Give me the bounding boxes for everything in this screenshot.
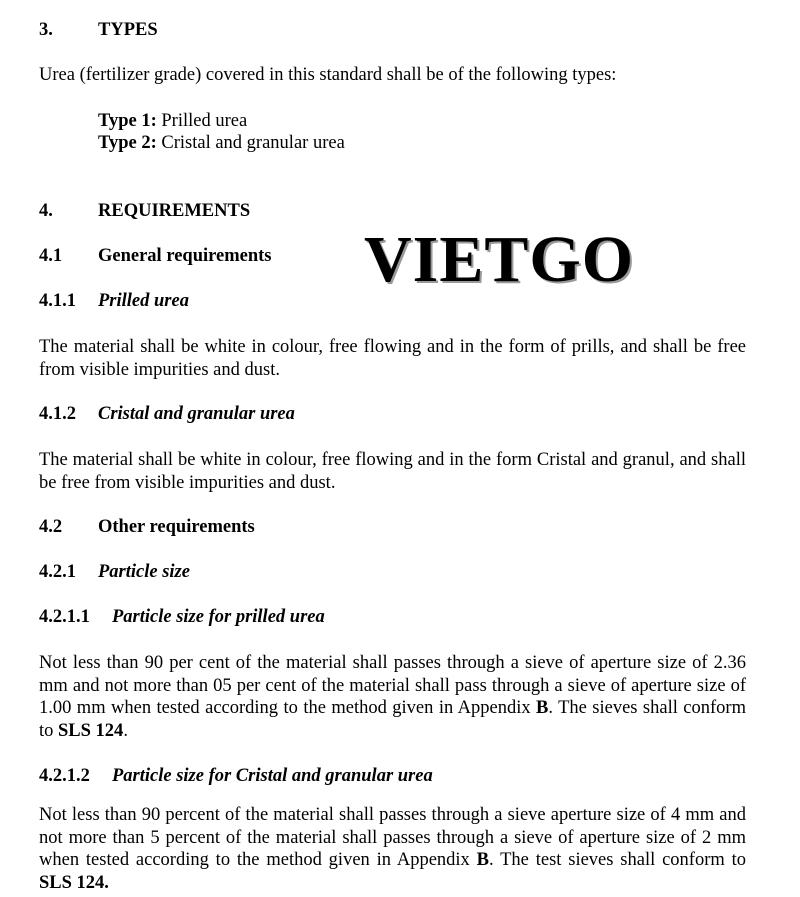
section-title: Particle size for prilled urea: [112, 607, 325, 627]
types-intro: Urea (fertilizer grade) covered in this standard shall be of the following types:: [39, 65, 617, 85]
section-title: Particle size: [98, 562, 190, 582]
section-title: Particle size for Cristal and granular urea: [112, 766, 433, 786]
section-number: 3.: [39, 20, 53, 40]
type-2-text: Cristal and granular urea: [156, 133, 345, 153]
section-number: 4.2.1.1: [39, 607, 90, 627]
section-title: REQUIREMENTS: [98, 201, 251, 221]
type-2-line: [98, 132, 345, 155]
type-1-label: Type 1:: [98, 111, 157, 131]
section-title: Prilled urea: [98, 291, 189, 311]
section-number: 4.2.1.2: [39, 766, 90, 786]
prilled-particle-size-body: [39, 652, 746, 742]
granular-urea-body: The material shall be white in colour, free flowing and in the form Cristal and granul, and shall be free from visible impurities and dust.: [39, 450, 746, 493]
prilled-urea-body: The material shall be white in colour, free flowing and in the form of prills, and shall be free from visible impurities and dust.: [39, 337, 746, 380]
section-number: 4.2: [39, 517, 63, 537]
appendix-ref: B: [476, 850, 489, 870]
body-text: . The sieves shall conform to: [39, 698, 746, 741]
body-text: .: [123, 720, 128, 741]
standard-ref: SLS 124.: [39, 872, 109, 893]
section-title: General requirements: [98, 246, 272, 266]
section-title: TYPES: [98, 20, 158, 40]
section-number: 4.: [39, 201, 53, 221]
section-number: 4.1: [39, 246, 63, 266]
section-title: Other requirements: [98, 517, 255, 537]
section-title: Cristal and granular urea: [98, 404, 295, 424]
body-text: Not less than 90 per cent of the material shall passes through a sieve of aperture size of 2.36 mm and not more than 05 per cent of the material shall pass through a sieve of aperture size of 1.00 mm when tested according to the method given in Appendix: [39, 653, 746, 718]
vietgo-watermark: VIETGO: [364, 223, 635, 296]
granular-particle-size-body: [39, 804, 746, 894]
type-1-text: Prilled urea: [156, 111, 248, 131]
section-number: 4.1.2: [39, 404, 76, 424]
body-text: Not less than 90 percent of the material shall passes through a sieve aperture size of 4 mm and not more than 5 percent of the material shall passes through a sieve of aperture size of 2 mm when tested according to the method given in Appendix: [39, 805, 746, 870]
section-number: 4.1.1: [39, 291, 76, 311]
body-text: . The test sieves shall conform to: [488, 850, 746, 870]
type-2-label: Type 2:: [98, 133, 157, 153]
appendix-ref: B: [536, 698, 549, 718]
standard-ref: SLS 124: [58, 720, 124, 741]
section-number: 4.2.1: [39, 562, 76, 582]
type-1-line: [98, 110, 247, 133]
